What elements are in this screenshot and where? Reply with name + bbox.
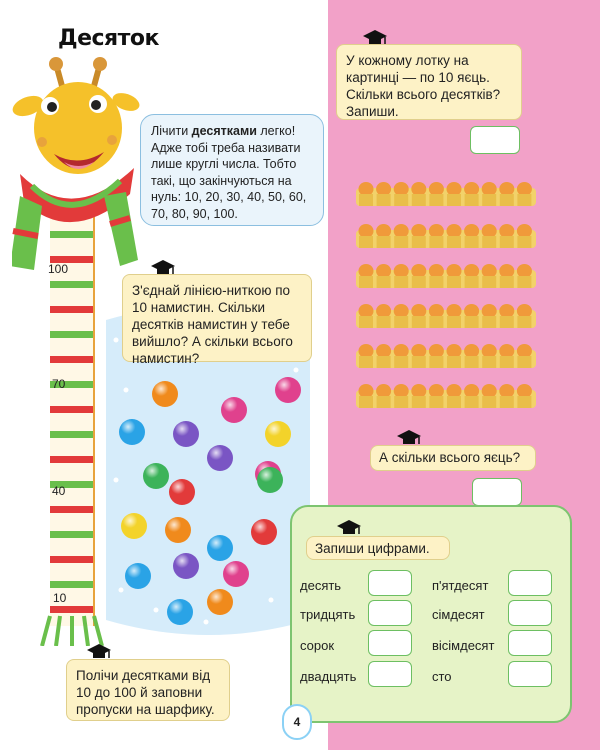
egg xyxy=(376,264,391,278)
bead-shine xyxy=(173,421,199,447)
egg xyxy=(359,224,374,238)
egg xyxy=(376,384,391,398)
egg xyxy=(376,182,391,196)
egg xyxy=(517,224,532,238)
beads-group xyxy=(110,370,310,630)
egg xyxy=(464,264,479,278)
bead-shine xyxy=(207,535,233,561)
egg xyxy=(411,304,426,318)
egg xyxy=(394,182,409,196)
eggs-task-box xyxy=(336,44,522,120)
page-number: 4 xyxy=(282,704,312,740)
egg xyxy=(411,344,426,358)
bead-shine xyxy=(207,589,233,615)
egg xyxy=(429,264,444,278)
egg xyxy=(394,264,409,278)
intro-bubble xyxy=(140,114,324,226)
egg xyxy=(376,344,391,358)
scarf-mark-70: 70 xyxy=(52,377,66,391)
graduation-cap-icon xyxy=(86,642,112,662)
egg xyxy=(429,224,444,238)
egg-tray xyxy=(356,262,536,288)
egg xyxy=(482,344,497,358)
bead-shine xyxy=(169,479,195,505)
egg xyxy=(499,264,514,278)
graduation-cap-icon xyxy=(150,258,176,278)
egg xyxy=(394,344,409,358)
intro-text-bold: десятками xyxy=(191,124,257,138)
egg xyxy=(376,224,391,238)
egg xyxy=(482,224,497,238)
egg xyxy=(482,264,497,278)
egg xyxy=(482,182,497,196)
egg xyxy=(394,384,409,398)
intro-text-suffix: легко! Адже тобі треба називати лише круглі числа. Тобто такі, що закінчуються на нуль: 10, 20, 30, 40, 50, 60, 70, 80, 90, 100. xyxy=(151,124,307,221)
digit-answer-left-2[interactable] xyxy=(368,600,412,626)
word-right-3: вісімдесят xyxy=(432,638,495,653)
egg-tray xyxy=(356,180,536,206)
egg-tray xyxy=(356,342,536,368)
eggs-total-question-text: А скільки всього яєць? xyxy=(379,450,521,465)
word-right-2: сімдесят xyxy=(432,607,485,622)
egg xyxy=(411,224,426,238)
bead-shine xyxy=(165,517,191,543)
egg xyxy=(359,384,374,398)
egg xyxy=(464,344,479,358)
egg xyxy=(464,224,479,238)
bead-shine xyxy=(119,419,145,445)
tens-count-answer-box[interactable] xyxy=(470,126,520,154)
egg xyxy=(464,384,479,398)
digit-answer-left-1[interactable] xyxy=(368,570,412,596)
bead-shine xyxy=(143,463,169,489)
beads-task-text: З'єднай лінією-ниткою по 10 намистин. Скільки десятків намистин у тебе вийшло? А скільки всього намистин? xyxy=(132,283,293,366)
bead-shine xyxy=(167,599,193,625)
egg-tray xyxy=(356,302,536,328)
egg xyxy=(359,182,374,196)
egg xyxy=(429,182,444,196)
egg xyxy=(447,182,462,196)
egg xyxy=(499,182,514,196)
eggs-total-answer-box[interactable] xyxy=(472,478,522,506)
bead-shine xyxy=(121,513,147,539)
egg xyxy=(464,304,479,318)
scarf-task-text: Полічи десятками від 10 до 100 й заповни пропуски на шарфику. xyxy=(76,668,215,717)
egg xyxy=(447,224,462,238)
egg xyxy=(411,182,426,196)
word-left-1: десять xyxy=(300,578,342,593)
egg xyxy=(517,182,532,196)
egg xyxy=(464,182,479,196)
digit-answer-left-4[interactable] xyxy=(368,661,412,687)
egg xyxy=(394,304,409,318)
egg xyxy=(394,224,409,238)
egg xyxy=(359,304,374,318)
egg xyxy=(429,384,444,398)
egg xyxy=(499,224,514,238)
scarf-mark-40: 40 xyxy=(52,484,66,498)
eggs-task-text: У кожному лотку на картинці — по 10 яєць. Скільки всього десятків? Запиши. xyxy=(346,53,501,119)
egg xyxy=(499,344,514,358)
word-left-2: тридцять xyxy=(300,607,356,622)
scarf-task-box xyxy=(66,659,230,721)
egg xyxy=(411,384,426,398)
egg xyxy=(447,344,462,358)
egg xyxy=(499,304,514,318)
egg xyxy=(376,304,391,318)
egg xyxy=(517,304,532,318)
bead-shine xyxy=(221,397,247,423)
digit-answer-right-3[interactable] xyxy=(508,630,552,656)
digit-answer-right-1[interactable] xyxy=(508,570,552,596)
graduation-cap-icon xyxy=(396,428,422,448)
egg xyxy=(517,344,532,358)
scarf-mark-100: 100 xyxy=(48,262,69,276)
bead-shine xyxy=(275,377,301,403)
word-right-4: сто xyxy=(432,669,452,684)
egg xyxy=(359,264,374,278)
bead-shine xyxy=(173,553,199,579)
digit-answer-right-2[interactable] xyxy=(508,600,552,626)
bead-shine xyxy=(125,563,151,589)
egg xyxy=(411,264,426,278)
bead-shine xyxy=(251,519,277,545)
bead-shine xyxy=(265,421,291,447)
digit-answer-right-4[interactable] xyxy=(508,661,552,687)
egg xyxy=(447,304,462,318)
egg-tray xyxy=(356,222,536,248)
egg xyxy=(482,384,497,398)
digit-answer-left-3[interactable] xyxy=(368,630,412,656)
egg xyxy=(429,344,444,358)
scarf-mark-10: 10 xyxy=(53,591,67,605)
egg xyxy=(447,384,462,398)
digits-task-box xyxy=(306,536,450,560)
egg xyxy=(499,384,514,398)
bead-shine xyxy=(257,467,283,493)
word-left-4: двадцять xyxy=(300,669,357,684)
bead-shine xyxy=(152,381,178,407)
digits-task-text: Запиши цифрами. xyxy=(315,541,430,556)
bead-shine xyxy=(207,445,233,471)
graduation-cap-icon xyxy=(336,518,362,538)
beads-task-box xyxy=(122,274,312,366)
bead-shine xyxy=(223,561,249,587)
egg xyxy=(482,304,497,318)
egg xyxy=(517,384,532,398)
graduation-cap-icon xyxy=(362,28,388,48)
egg-tray xyxy=(356,382,536,408)
egg xyxy=(429,304,444,318)
word-right-1: п'ятдесят xyxy=(432,578,489,593)
intro-text-prefix: Лічити xyxy=(151,124,192,138)
egg xyxy=(447,264,462,278)
eggs-total-question-box xyxy=(370,445,536,471)
page-title: Десяток xyxy=(58,26,159,51)
word-left-3: сорок xyxy=(300,638,335,653)
egg xyxy=(517,264,532,278)
egg xyxy=(359,344,374,358)
